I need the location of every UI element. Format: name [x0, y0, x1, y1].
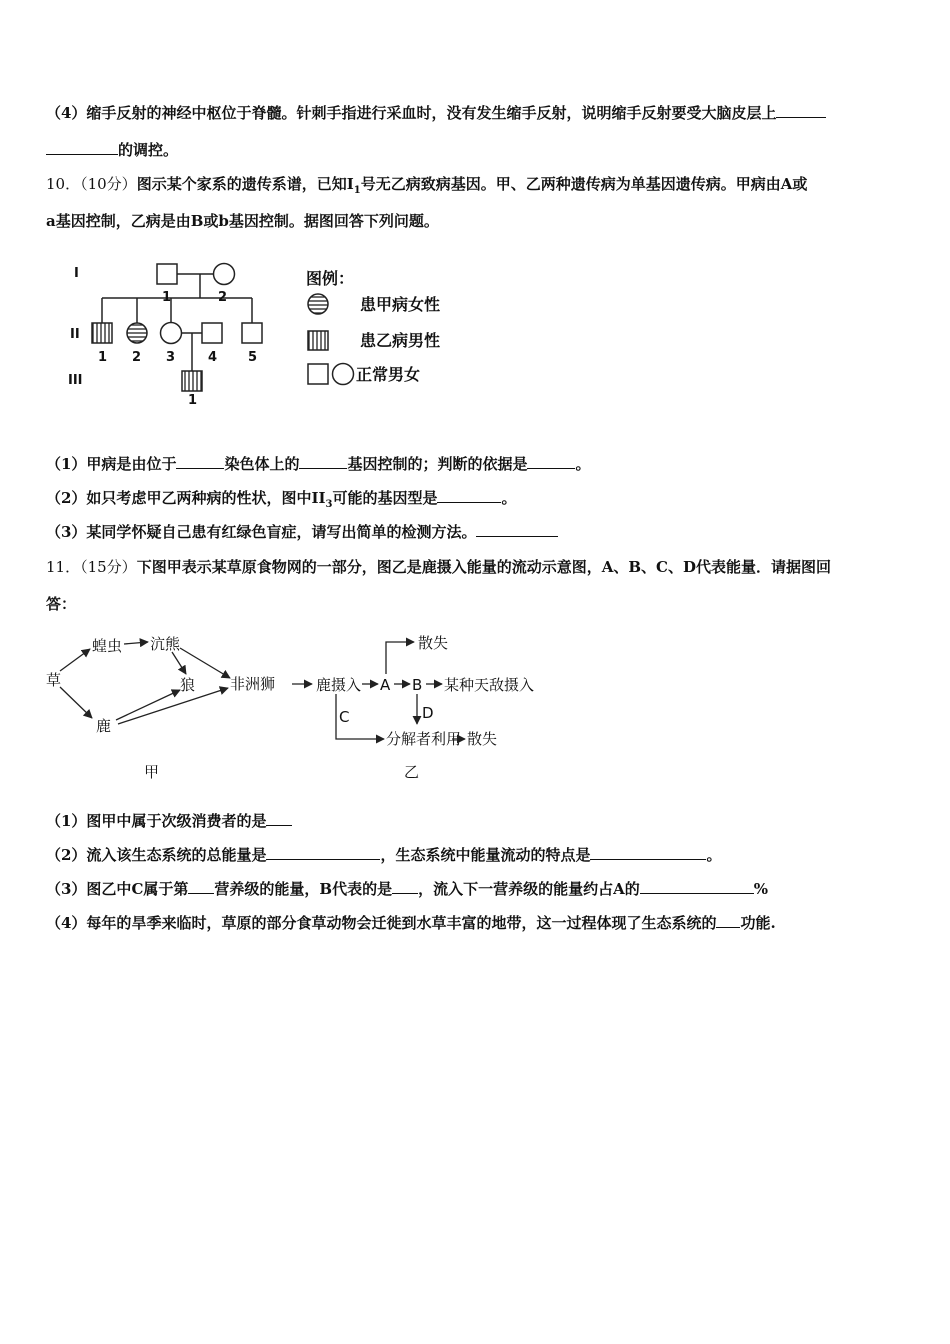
- answer-blank[interactable]: [716, 913, 740, 928]
- gen2-number: 5: [248, 350, 258, 365]
- pedigree-III1-affected-male: [182, 371, 202, 391]
- flow-b: B: [412, 676, 423, 694]
- gen-label-I: I: [74, 266, 79, 281]
- foodweb-bear: 沆熊: [150, 635, 181, 653]
- q11-part4: （4）每年的旱季来临时，草原的部分食草动物会迁徙到水草丰富的地带，这一过程体现了生态系统的 功能.: [46, 914, 776, 932]
- arrow-bear-lion: [180, 648, 230, 678]
- pedigree-II5-male: [242, 323, 262, 343]
- pedigree-I1-male: [157, 264, 177, 284]
- q11-part2: （2）流入该生态系统的总能量是 ，生态系统中能量流动的特点是 。: [46, 846, 722, 864]
- q11-stem-line2: 答：: [46, 595, 77, 613]
- answer-blank[interactable]: [176, 454, 224, 469]
- question-score: （10分）: [80, 175, 137, 193]
- question-number: 10．: [46, 175, 81, 193]
- answer-blank[interactable]: [527, 454, 575, 469]
- flow-loss-bottom: 散失: [467, 730, 498, 748]
- flow-predator: 某种天敌摄入: [444, 676, 535, 694]
- flow-loss-top: 散失: [418, 634, 449, 652]
- legend-item: 患乙病男性: [360, 331, 441, 350]
- legend-affected-female-icon: [308, 294, 328, 314]
- flow-caption: 乙: [404, 763, 420, 781]
- q11-part3: （3）图乙中C属于第 营养级的能量，B代表的是 ，流入下一营养级的能量约占A的 %: [46, 880, 768, 898]
- legend-title: 图例：: [306, 269, 355, 288]
- q11-stem-line1: 11．（15分）下图甲表示某草原食物网的一部分，图乙是鹿摄入能量的流动示意图，A、B、C、D代表能量．请据图回: [46, 558, 831, 576]
- gen3-number: 1: [188, 393, 198, 408]
- arrow-grass-locust: [60, 649, 90, 671]
- q10-part2: （2）如只考虑甲乙两种病的性状，图中$II_3$可能的基因型是 。: [46, 489, 517, 510]
- flow-a: A: [380, 676, 391, 694]
- gen2-number: 2: [132, 350, 142, 365]
- pedigree-II2-affected-female: [127, 323, 147, 343]
- foodweb-lion: 非洲狮: [230, 675, 276, 693]
- q10-stem-line2: a基因控制，乙病是由B或b基因控制。据图回答下列问题。: [46, 212, 439, 230]
- pedigree-II4-male: [202, 323, 222, 343]
- arrow-bear-wolf: [172, 652, 186, 674]
- answer-blank[interactable]: [266, 811, 292, 826]
- pedigree-I2-female: [214, 264, 235, 285]
- foodweb-locust: 蝗虫: [92, 637, 123, 655]
- legend-affected-male-icon: [308, 331, 328, 350]
- gen2-number: 1: [98, 350, 108, 365]
- answer-blank[interactable]: [437, 488, 501, 503]
- flow-c: C: [339, 708, 350, 726]
- arrow-grass-deer: [60, 687, 92, 718]
- q11-part1: （1）图甲中属于次级消费者的是: [46, 811, 292, 831]
- gen1-number: 1: [162, 290, 172, 305]
- answer-blank[interactable]: [46, 140, 118, 155]
- pedigree-II3-female: [161, 323, 182, 344]
- q10-part3: （3）某同学怀疑自己患有红绿色盲症，请写出简单的检测方法。: [46, 522, 558, 542]
- answer-blank[interactable]: [640, 879, 754, 894]
- arrow-a-loss: [386, 642, 414, 674]
- arrow-deer-wolf: [116, 690, 180, 720]
- foodweb-wolf: 狼: [180, 676, 196, 694]
- legend-item: 患甲病女性: [360, 295, 441, 314]
- answer-blank[interactable]: [299, 454, 347, 469]
- pedigree-II1-affected-male: [92, 323, 112, 343]
- flow-deer-intake: 鹿摄入: [316, 676, 362, 694]
- arrow-locust-bear: [124, 642, 148, 644]
- legend-normal-female-icon: [333, 364, 354, 385]
- gen1-number: 2: [218, 290, 228, 305]
- q9-part4-line2: 的调控。: [46, 140, 178, 160]
- answer-blank[interactable]: [476, 522, 558, 537]
- question-score: （15分）: [80, 558, 137, 576]
- answer-blank[interactable]: [776, 103, 826, 118]
- foodweb-caption: 甲: [144, 763, 160, 781]
- legend-item: 正常男女: [356, 365, 421, 384]
- gen-label-II: II: [70, 327, 80, 342]
- pedigree-chart: [60, 256, 480, 416]
- question-number: 11．: [46, 558, 81, 576]
- q11-figures: [40, 624, 540, 789]
- flow-d: D: [422, 704, 434, 722]
- q10-part1: （1）甲病是由位于 染色体上的 基因控制的；判断的依据是 。: [46, 455, 591, 473]
- foodweb-deer: 鹿: [96, 717, 112, 735]
- answer-blank[interactable]: [266, 845, 380, 860]
- flow-decomposer: 分解者利用: [386, 730, 462, 748]
- q9-part4-line1: （4）缩手反射的神经中枢位于脊髓。针刺手指进行采血时，没有发生缩手反射，说明缩手反射要受大脑皮层上: [46, 103, 826, 123]
- gen2-number: 4: [208, 350, 218, 365]
- answer-blank[interactable]: [188, 879, 214, 894]
- q10-stem-line1: 10．（10分）图示某个家系的遗传系谱，已知$Ⅰ_1$号无乙病致病基因。甲、乙两种遗传病为单基因遗传病。甲病由A或: [46, 175, 808, 196]
- legend-normal-male-icon: [308, 364, 328, 384]
- gen2-number: 3: [166, 350, 176, 365]
- foodweb-grass: 草: [46, 671, 62, 689]
- answer-blank[interactable]: [590, 845, 706, 860]
- gen-label-III: III: [68, 373, 83, 388]
- answer-blank[interactable]: [392, 879, 418, 894]
